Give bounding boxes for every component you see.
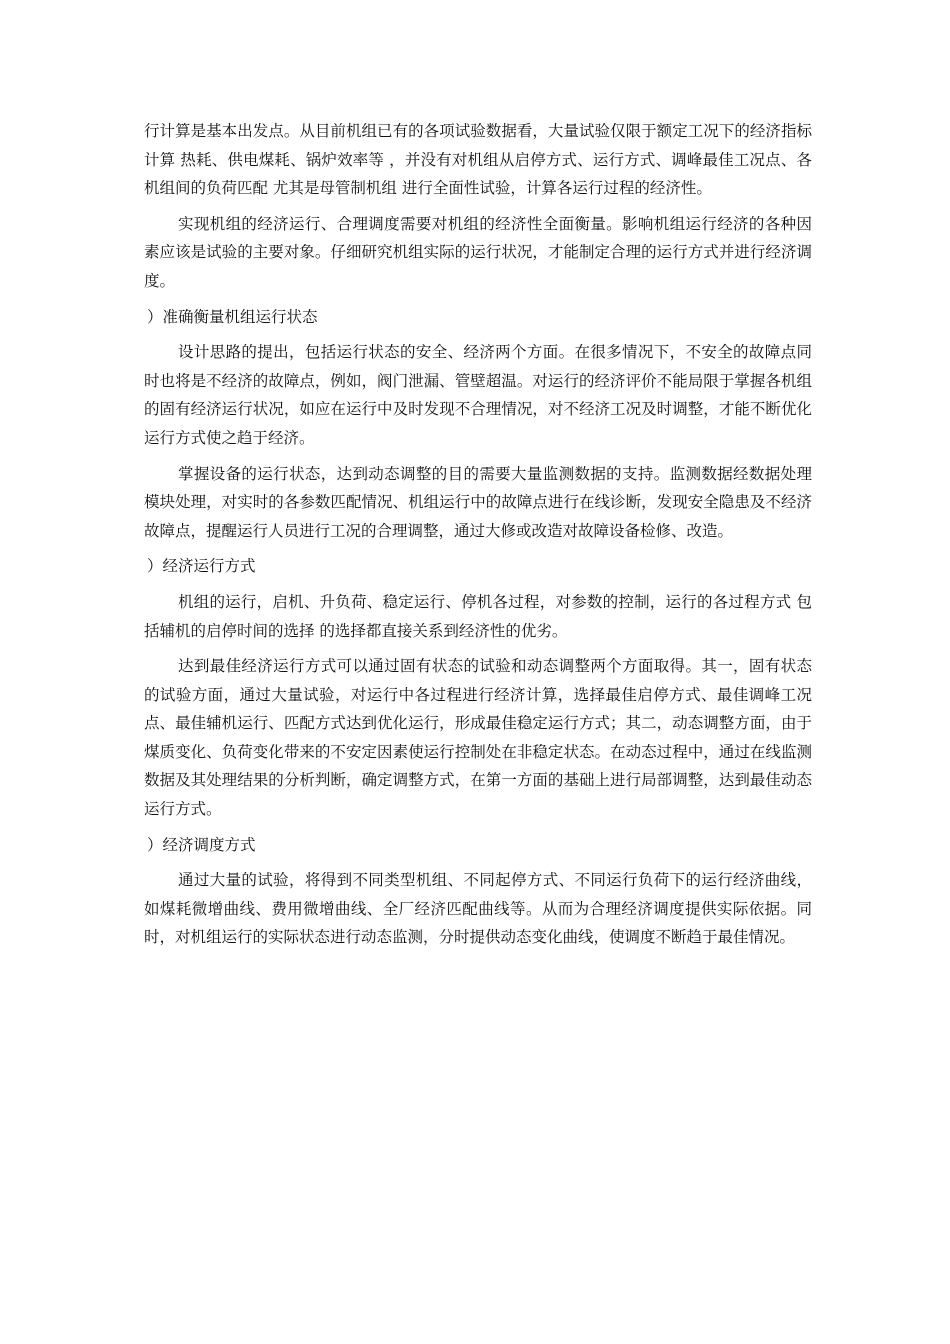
paragraph-1: 行计算是基本出发点。从目前机组已有的各项试验数据看，大量试验仅限于额定工况下的经济指标计算 热耗、供电煤耗、锅炉效率等 ，并没有对机组从启停方式、运行方式、调峰最佳工况点、各机组间的负荷匹配 尤其是母管制机组 进行全面性试验，计算各运行过程的经济性。 — [144, 122, 812, 198]
paragraph-2: 实现机组的经济运行、合理调度需要对机组的经济性全面衡量。影响机组运行经济的各种因素应该是试验的主要对象。仔细研究机组实际的运行状况，才能制定合理的运行方式并进行经济调度。 — [144, 214, 812, 290]
paragraph-4: 掌握设备的运行状态，达到动态调整的目的需要大量监测数据的支持。监测数据经数据处理模块处理，对实时的各参数匹配情况、机组运行中的故障点进行在线诊断，发现安全隐患及不经济故障点，提醒运行人员进行工况的合理调整，通过大修或改造对故障设备检修、改造。 — [144, 464, 812, 540]
document-page — [144, 117, 812, 952]
section-heading-2: ）经济运行方式 — [147, 557, 256, 576]
paragraph-gap — [144, 824, 812, 831]
section-heading-1: ）准确衡量机组运行状态 — [147, 307, 318, 326]
paragraph-6: 达到最佳经济运行方式可以通过固有状态的试验和动态调整两个方面取得。其一，固有状态的试验方面，通过大量试验，对运行中各过程进行经济计算，选择最佳启停方式、最佳调峰工况点、最佳辅机运行、匹配方式达到优化运行，形成最佳稳定运行方式；其二，动态调整方面，由于煤质变化、负荷变化带来的不安定因素使运行控制处在非稳定状态。在动态过程中，通过在线监测数据及其处理结果的分析判断，确定调整方式，在第一方面的基础上进行局部调整，达到最佳动态运行方式。 — [144, 657, 812, 819]
section-heading-3: ）经济调度方式 — [147, 835, 256, 854]
paragraph-7: 通过大量的试验，将得到不同类型机组、不同起停方式、不同运行负荷下的运行经济曲线，如煤耗微增曲线、费用微增曲线、全厂经济匹配曲线等。从而为合理经济调度提供实际依据。同时，对机组运行的实际状态进行动态监测，分时提供动态变化曲线，使调度不断趋于最佳情况。 — [144, 871, 812, 947]
paragraph-gap — [144, 581, 812, 588]
paragraph-gap — [144, 296, 812, 303]
paragraph-gap — [144, 645, 812, 652]
paragraph-5: 机组的运行，启机、升负荷、稳定运行、停机各过程，对参数的控制，运行的各过程方式 包括辅机的启停时间的选择 的选择都直接关系到经济性的优劣。 — [144, 592, 812, 640]
paragraph-gap — [144, 859, 812, 866]
paragraph-3: 设计思路的提出，包括运行状态的安全、经济两个方面。在很多情况下，不安全的故障点同时也将是不经济的故障点，例如，阀门泄漏、管壁超温。对运行的经济评价不能局限于掌握各机组的固有经济运行状况，如应在运行中及时发现不合理情况，对不经济工况及时调整，才能不断优化运行方式使之趋于经济。 — [144, 343, 812, 447]
paragraph-gap — [144, 545, 812, 552]
paragraph-gap — [144, 203, 812, 210]
paragraph-gap — [144, 453, 812, 460]
paragraph-gap — [144, 331, 812, 338]
